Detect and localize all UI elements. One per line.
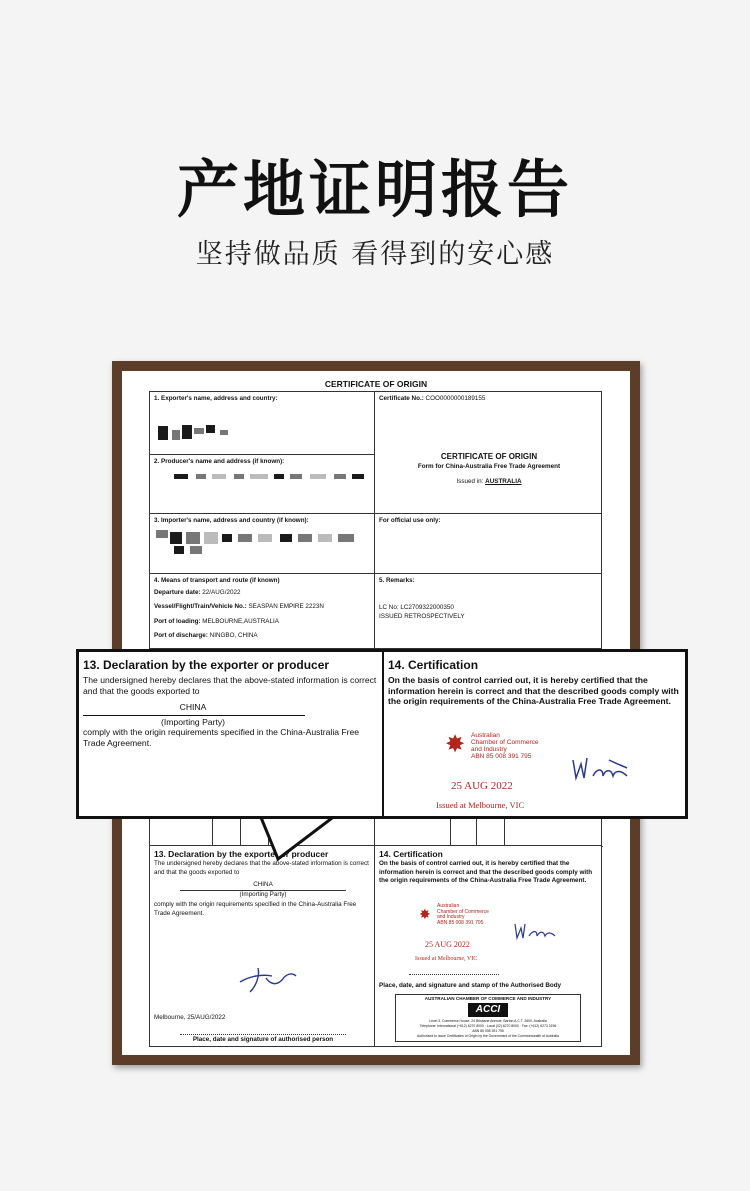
zoom-authority-signature: [569, 754, 631, 784]
exporter-signature: [236, 964, 300, 994]
importing-party: (Importing Party): [239, 891, 287, 898]
redaction: [170, 532, 182, 544]
producer-box: [149, 454, 375, 514]
certificate-title: CERTIFICATE OF ORIGIN: [440, 452, 538, 461]
exporter-box: [149, 391, 375, 455]
issued-in-value: AUSTRALIA: [485, 478, 522, 485]
stamp-date: 25 AUG 2022: [425, 940, 470, 949]
remarks-label: 5. Remarks:: [379, 577, 415, 584]
redaction: [194, 428, 204, 434]
loading-label: Port of loading:: [154, 618, 201, 625]
redaction: [250, 474, 268, 479]
redaction: [290, 474, 302, 479]
vessel-row: [154, 603, 324, 612]
loading-row: [154, 618, 279, 627]
redaction: [234, 474, 244, 479]
redaction: [182, 425, 192, 439]
zoom-importing-party: (Importing Party): [161, 717, 225, 727]
discharge-value: NINGBO, CHINA: [209, 632, 258, 639]
chamber-star-icon: ✸: [419, 906, 431, 922]
authorised-caption: Place, date, and signature and stamp of the Authorised Body: [379, 982, 562, 989]
signature-line: [180, 1034, 346, 1035]
redaction: [212, 474, 226, 479]
redaction: [222, 534, 232, 542]
redaction: [274, 474, 284, 479]
redaction: [172, 430, 180, 440]
stamp-issued: Issued at Melbourne, VIC: [415, 956, 478, 962]
redaction: [156, 530, 168, 538]
certificate-number-label: Certificate No.:: [379, 395, 424, 402]
departure-row: [154, 589, 240, 598]
zoom-declaration-title: 13. Declaration by the exporter or producer: [83, 658, 330, 672]
zoom-declaration-text: The undersigned hereby declares that the above-stated information is correct and that the goods exported to: [83, 675, 377, 696]
remarks-box: [374, 573, 602, 649]
redaction: [220, 430, 228, 435]
certificate-info-box: [374, 391, 602, 514]
issued-retrospectively: ISSUED RETROSPECTIVELY: [379, 613, 465, 620]
certificate-form: Form for China-Australia Free Trade Agreement: [417, 463, 561, 470]
comply-text: comply with the origin requirements specified in the China-Australia Free Trade Agreement.: [154, 901, 357, 917]
signature-caption: Place, date and signature of authorised person: [192, 1036, 334, 1043]
redaction: [318, 534, 332, 542]
export-country: CHINA: [253, 881, 273, 888]
lc-number: LC No: LC2709322000350: [379, 604, 454, 611]
acci-stamp: [395, 994, 581, 1042]
certification-title: 14. Certification: [379, 849, 443, 859]
zoom-stamp-line-2: Chamber of Commerce: [471, 739, 539, 747]
certificate-number: [379, 395, 485, 404]
page-subtitle: 坚持做品质 看得到的安心感: [195, 239, 555, 270]
transport-box: [149, 573, 375, 649]
zoom-export-country: CHINA: [179, 702, 207, 712]
zoom-pointer: [258, 815, 338, 861]
certification-text: On the basis of control carried out, it is hereby certified that the information herein is correct and that the described goods comply with the origin requirements of the China-Australia Free Trade Agreement.: [379, 860, 593, 884]
certification-box: [374, 845, 602, 1047]
authority-signature: [511, 920, 559, 942]
declaration-title: 13. Declaration by the exporter or producer: [154, 849, 329, 859]
page-title: 产地证明报告: [176, 153, 573, 226]
official-use-label: For official use only:: [379, 517, 441, 524]
transport-label: 4. Means of transport and route (if known): [154, 577, 280, 584]
zoom-stamp-line-1: Australian: [471, 732, 500, 739]
exporter-label: 1. Exporter's name, address and country:: [154, 395, 278, 402]
declaration-text: The undersigned hereby declares that the above-stated information is correct and that the goods exported to: [154, 860, 369, 876]
zoomed-detail: [76, 649, 688, 819]
stamp-dotted-line: [409, 974, 499, 975]
zoom-comply-text: comply with the origin requirements specified in the China-Australia Free Trade Agreement.: [83, 727, 360, 748]
zoom-chamber-stamp: [471, 732, 539, 761]
importer-box: [149, 513, 375, 574]
stamp-line-3: and Industry: [437, 914, 465, 920]
vessel-value: SEASPAN EMPIRE 2223N: [248, 603, 324, 610]
redaction: [298, 534, 312, 542]
certificate-heading: CERTIFICATE OF ORIGIN: [324, 379, 428, 389]
redaction: [352, 474, 364, 479]
redaction: [174, 546, 184, 554]
issued-in-label: Issued in:: [456, 478, 484, 485]
redaction: [158, 426, 168, 440]
chamber-stamp: [437, 904, 489, 926]
acci-phone: Telephone: International (+612) 6270 8000 · Local (02) 6270 8000 · Fax: (+612) 6273 3196: [419, 1024, 557, 1028]
redaction: [238, 534, 252, 542]
acci-logo: ACCI: [468, 1003, 508, 1017]
producer-label: 2. Producer's name and address (if known):: [154, 458, 285, 465]
issued-in: [375, 478, 603, 487]
redaction: [338, 534, 354, 542]
acci-abn: ABN 85 008 391 795: [472, 1029, 504, 1033]
redaction: [196, 474, 206, 479]
vessel-label: Vessel/Flight/Train/Vehicle No.:: [154, 603, 247, 610]
zoom-stamp-line-3: and Industry: [471, 746, 507, 754]
redaction: [310, 474, 326, 479]
zoom-certification-text: On the basis of control carried out, it is hereby certified that the information herein is correct and that the described goods comply with the origin requirements of the China-Australia Free Trade Agreement.: [388, 675, 679, 707]
importer-label: 3. Importer's name, address and country (if known):: [154, 517, 309, 524]
certificate-number-value: COO0000000189155: [425, 395, 486, 402]
redaction: [206, 425, 215, 433]
zoom-divider: [382, 652, 384, 816]
zoom-country-underline: [83, 715, 305, 716]
redaction: [190, 546, 202, 554]
redaction: [280, 534, 292, 542]
redaction: [174, 474, 188, 479]
zoom-certification-title: 14. Certification: [388, 658, 479, 672]
zoom-stamp-date: 25 AUG 2022: [451, 780, 513, 792]
redaction: [204, 532, 218, 544]
acci-footer: Authorised to issue Certificates of Origin by the Government of the Commonwealth of Australia: [417, 1034, 559, 1038]
official-use-box: [374, 513, 602, 574]
departure-label: Departure date:: [154, 589, 201, 596]
declaration-box: [149, 845, 375, 1047]
zoom-stamp-abn: ABN 85 008 391 795: [471, 753, 532, 761]
zoom-chamber-star-icon: ✸: [445, 731, 466, 758]
acci-name: AUSTRALIAN CHAMBER OF COMMERCE AND INDUSTRY: [424, 996, 552, 1001]
redaction: [258, 534, 272, 542]
departure-value: 22/AUG/2022: [202, 589, 241, 596]
redaction: [186, 532, 200, 544]
place-date: Melbourne, 25/AUG/2022: [154, 1014, 226, 1021]
stamp-line-2: Chamber of Commerce: [437, 908, 489, 915]
zoom-stamp-issued: Issued at Melbourne, VIC: [436, 800, 525, 810]
redaction: [334, 474, 346, 479]
stamp-abn: ABN 85 008 391 795: [437, 919, 484, 926]
acci-address: Level 3, Commerce House, 24 Brisbane Avenue, Barton A.C.T. 2600, Australia: [429, 1019, 547, 1023]
loading-value: MELBOURNE,AUSTRALIA: [202, 618, 279, 625]
discharge-row: [154, 632, 258, 641]
discharge-label: Port of discharge:: [154, 632, 208, 639]
stamp-line-1: Australian: [437, 903, 460, 909]
